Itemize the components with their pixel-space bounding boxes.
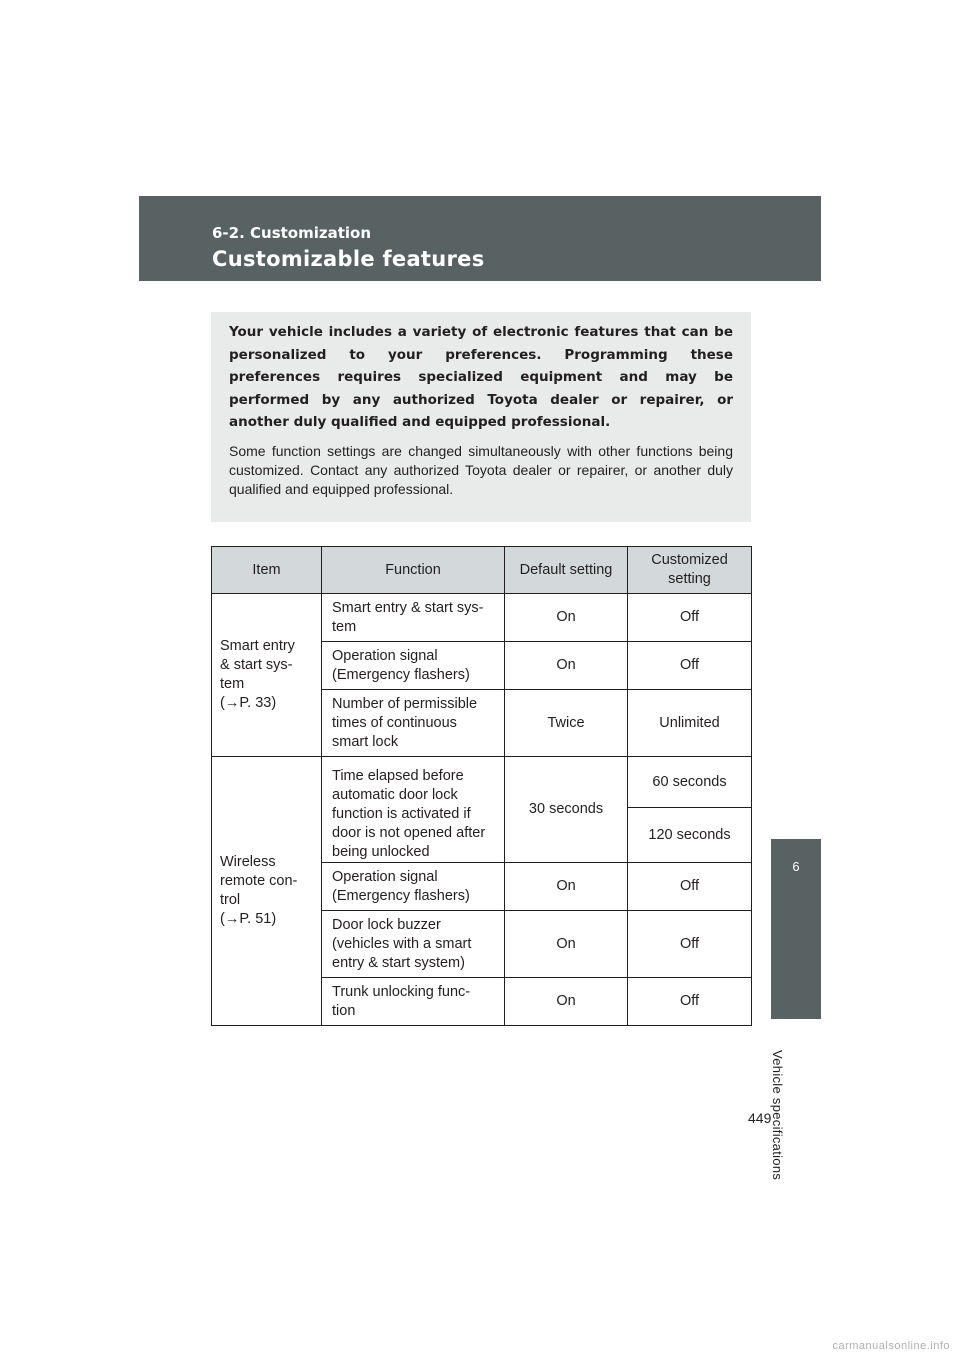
- watermark-text: carmanualsonline.info: [832, 1340, 950, 1352]
- item-cell-smart-entry: [212, 594, 322, 757]
- function-cell: [322, 642, 505, 690]
- table-row: [212, 757, 752, 808]
- chapter-tab: [771, 839, 821, 1019]
- customization-table: [211, 546, 752, 1026]
- customized-setting-cell: Unlimited: [628, 690, 752, 757]
- header-function: Function: [322, 547, 505, 594]
- page-number: 449: [748, 1110, 772, 1126]
- default-setting-cell: Twice: [505, 690, 628, 757]
- section-header: [139, 196, 821, 281]
- default-setting-cell: On: [505, 863, 628, 911]
- function-cell: [322, 594, 505, 642]
- function-line: Operation signal: [332, 868, 438, 885]
- function-line: Number of permissible: [332, 695, 478, 712]
- function-line: entry & start system): [332, 954, 465, 971]
- default-setting-cell: On: [505, 978, 628, 1026]
- function-cell: [322, 911, 505, 978]
- item-line: & start sys-: [220, 657, 293, 673]
- item-line: remote con-: [220, 873, 298, 889]
- header-item: Item: [212, 547, 322, 594]
- table-row: [212, 594, 752, 642]
- customized-setting-cell: Off: [628, 978, 752, 1026]
- header-customized-setting: Customized setting: [628, 547, 752, 594]
- watermark: [0, 1340, 960, 1352]
- table-header-row: [212, 547, 752, 594]
- customized-setting-cell: Off: [628, 642, 752, 690]
- customized-setting-cell: Off: [628, 594, 752, 642]
- function-line: smart lock: [332, 733, 399, 750]
- default-setting-cell: On: [505, 911, 628, 978]
- function-line: Smart entry & start sys-: [332, 599, 484, 616]
- chapter-label: Vehicle specifications: [770, 1050, 785, 1181]
- function-cell: [322, 978, 505, 1026]
- function-line: door is not opened after: [332, 825, 486, 841]
- customized-setting-cell: 120 seconds: [628, 808, 752, 863]
- function-line: tion: [332, 1002, 356, 1019]
- function-line: times of continuous: [332, 714, 457, 731]
- customized-setting-cell: 60 seconds: [628, 757, 752, 808]
- page-reference: (→P. 33): [220, 695, 277, 711]
- function-line: Trunk unlocking func-: [332, 983, 471, 1000]
- function-line: (Emergency flashers): [332, 887, 470, 904]
- page-reference: (→P. 51): [220, 911, 277, 927]
- header-default-setting: Default setting: [505, 547, 628, 594]
- customized-setting-cell: Off: [628, 863, 752, 911]
- chapter-number: 6: [792, 859, 800, 874]
- item-cell-wireless-remote: [212, 757, 322, 1026]
- item-line: Smart entry: [220, 638, 295, 654]
- function-line: (vehicles with a smart: [332, 935, 472, 952]
- function-cell: [322, 863, 505, 911]
- function-line: automatic door lock: [332, 787, 458, 803]
- item-line: trol: [220, 892, 241, 908]
- page-title: Customizable features: [212, 247, 485, 271]
- function-cell: [322, 690, 505, 757]
- default-setting-cell: On: [505, 594, 628, 642]
- item-line: tem: [220, 676, 245, 692]
- function-line: Time elapsed before: [332, 768, 464, 784]
- default-setting-cell: 30 seconds: [505, 757, 628, 863]
- function-cell: [322, 757, 505, 863]
- customized-setting-cell: Off: [628, 911, 752, 978]
- function-line: Operation signal: [332, 647, 438, 664]
- function-line: being unlocked: [332, 844, 430, 860]
- function-line: tem: [332, 618, 357, 635]
- intro-box: [211, 312, 751, 522]
- intro-bold-text: Your vehicle includes a variety of electronic features that can be personalized to your preferences. Programming these preferences requires specialized equipment and may be performed by any authorized Toyota dealer or repairer, or another duly qualified and equipped professional.: [229, 324, 733, 430]
- function-line: function is activated if: [332, 806, 471, 822]
- section-label: 6-2. Customization: [212, 224, 372, 242]
- default-setting-cell: On: [505, 642, 628, 690]
- function-line: Door lock buzzer: [332, 916, 441, 933]
- function-line: (Emergency flashers): [332, 666, 470, 683]
- item-line: Wireless: [220, 854, 276, 870]
- intro-note-text: Some function settings are changed simultaneously with other functions being customized. Contact any authorized Toyota dealer or repairer, or another duly qualified and equipped professional.: [229, 442, 733, 497]
